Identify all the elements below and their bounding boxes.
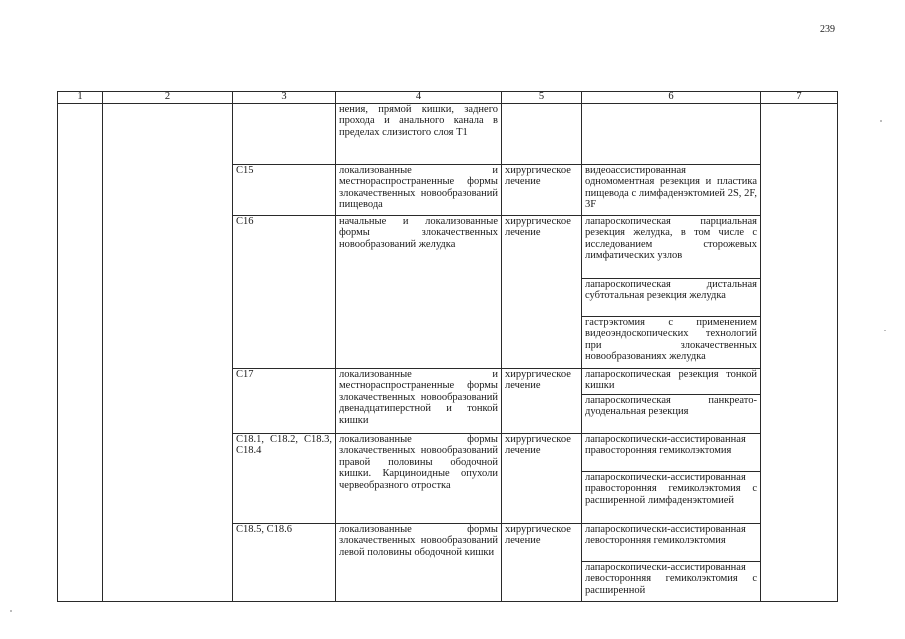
method-cell bbox=[582, 104, 761, 165]
desc-cell: локализованные и местнораспространенные формы злокачественных новообразований пищевода bbox=[336, 165, 502, 216]
code-cell: C18.5, C18.6 bbox=[233, 524, 336, 602]
desc-cell: локализованные формы злокачественных новообразований правой половины ободочной кишки. Карциноидные опухоли червеобразного отростка bbox=[336, 434, 502, 524]
method-cell: гастрэктомия с применением видеоэндоскопических технологий при злокачественных новообразованиях желудка bbox=[582, 317, 761, 369]
code-cell: C18.1, C18.2, C18.3, C18.4 bbox=[233, 434, 336, 524]
method-cell: лапароскопически-ассистированная правосторонняя гемиколэктомия с расширенной лимфаденэктомией bbox=[582, 472, 761, 524]
scan-speck bbox=[880, 120, 882, 122]
col-header-2: 2 bbox=[103, 92, 233, 104]
treatment-cell: хирургическое лечение bbox=[502, 524, 582, 602]
col1-cell bbox=[58, 104, 103, 602]
scan-speck bbox=[884, 330, 886, 331]
table-row bbox=[58, 104, 838, 165]
method-cell: лапароскопически-ассистированная левосторонняя гемиколэктомия bbox=[582, 524, 761, 562]
method-cell: лапароскопическая дистальная субтотальная резекция желудка bbox=[582, 279, 761, 317]
col-header-4: 4 bbox=[336, 92, 502, 104]
code-cell bbox=[233, 104, 336, 165]
treatment-cell bbox=[502, 104, 582, 165]
col2-cell bbox=[103, 104, 233, 602]
desc-cell: начальные и локализованные формы злокачественных новообразований желудка bbox=[336, 216, 502, 369]
method-cell: лапароскопическая панкреато-дуоденальная резекция bbox=[582, 395, 761, 434]
col-header-1: 1 bbox=[58, 92, 103, 104]
method-cell: лапароскопически-ассистированная правосторонняя гемиколэктомия bbox=[582, 434, 761, 472]
treatment-table bbox=[57, 91, 838, 602]
treatment-cell: хирургическое лечение bbox=[502, 165, 582, 216]
desc-cell: локализованные и местнораспространенные формы злокачественных новообразований двенадцатиперстной и тонкой кишки bbox=[336, 369, 502, 434]
treatment-cell: хирургическое лечение bbox=[502, 434, 582, 524]
col-header-6: 6 bbox=[582, 92, 761, 104]
treatment-cell: хирургическое лечение bbox=[502, 216, 582, 369]
col-header-5: 5 bbox=[502, 92, 582, 104]
code-cell: C17 bbox=[233, 369, 336, 434]
code-cell: C15 bbox=[233, 165, 336, 216]
col-header-7: 7 bbox=[761, 92, 838, 104]
page-number: 239 bbox=[820, 24, 835, 35]
col7-cell bbox=[761, 104, 838, 602]
header-row bbox=[58, 92, 838, 104]
method-cell: лапароскопическая парциальная резекция желудка, в том числе с исследованием сторожевых лимфатических узлов bbox=[582, 216, 761, 279]
desc-cell: нения, прямой кишки, заднего прохода и анального канала в пределах слизистого слоя T1 bbox=[336, 104, 502, 165]
scan-speck bbox=[10, 610, 12, 612]
method-cell: лапароскопически-ассистированная левосторонняя гемиколэктомия с расширенной bbox=[582, 562, 761, 602]
desc-cell: локализованные формы злокачественных новообразований левой половины ободочной кишки bbox=[336, 524, 502, 602]
col-header-3: 3 bbox=[233, 92, 336, 104]
method-cell: лапароскопическая резекция тонкой кишки bbox=[582, 369, 761, 395]
code-cell: C16 bbox=[233, 216, 336, 369]
method-cell: видеоассистированная одномоментная резекция и пластика пищевода с лимфаденэктомией 2S, 2F, 3F bbox=[582, 165, 761, 216]
treatment-cell: хирургическое лечение bbox=[502, 369, 582, 434]
